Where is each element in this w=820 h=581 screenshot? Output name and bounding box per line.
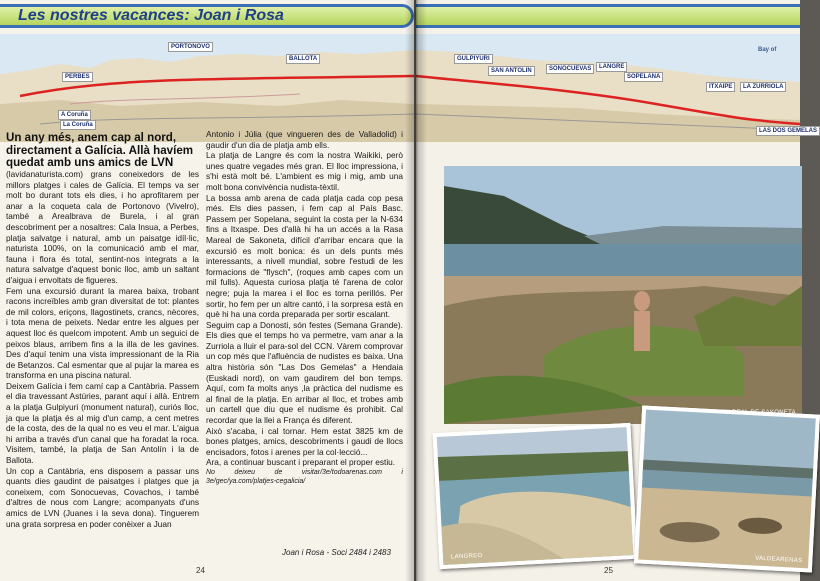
map-label-bay: Bay of — [758, 47, 777, 53]
map-label-langre: LANGRE — [596, 62, 627, 72]
header-bar-right — [416, 4, 800, 28]
beach-photo-icon — [444, 166, 802, 424]
photo-valdearenas — [634, 405, 820, 572]
paragraph: Ara, a continuar buscant i preparant el proper estiu. — [206, 457, 396, 468]
right-page — [416, 0, 818, 581]
paragraph: Antonio i Júlia (que vingueren des de Valladolid) i gaudir d'un dia de platja amb ells. — [206, 129, 403, 150]
paragraph: Deixem Galícia i fem camí cap a Cantàbria. Passem el dia travessant Astúries, parant aquí i allà. Entrem a la platja Gulpiyuri (monument natural), curiós lloc, ja que la platja és al mig d'un camp, a cent metres de la costa, des de la qual no es veu el mar. L'aigua hi arriba a través d'un canal que ha foradat la roca. Visitem, també, la platja de San Antolín i la de Ballota. — [6, 380, 199, 466]
map-label-a-coruna: A Coruña — [58, 110, 91, 120]
paragraph: (lavidanaturista.com) grans coneixedors de les millors platges i cales de Galícia. El temps va ser molt bo durant tots els dies, i ho aprofitarem per anar a la coqueta cala de Portonovo (Vivelro), també a Arealbrava de Burela, i al gran descobriment per a nosaltres: Cala Insua, a Perbes, platja salvatge i natural, amb un paisatge idíl·lic, naturista 100%, on la comunicació amb el mar, fauna i flora és total, sentint-nos integrats a la natura salvatge d'aquest bonic lloc, amb un saltant d'aigua i envoltats de figueres. — [6, 169, 199, 285]
header-bar — [0, 4, 414, 28]
page-number-left: 24 — [196, 566, 205, 575]
paragraph: Fem una excursió durant la marea baixa, trobant racons increïbles amb gran diversitat de tot: plantes de mil colors, eriçons, llagostinets, crancs, nècores, i tota mena de peixets. Nedar entre les algues per aquest lloc és quelcom impotent. Amb un seguici de peixos blaus, arribem fins a la illa de les gavines. Des d'aquí tenim una vista impressionant de la Ria de Betanzos. Cal esmentar que al pujar la marea es transforma en una piscina natural. — [6, 285, 199, 381]
route-map-right — [416, 34, 818, 142]
left-text-column — [6, 169, 199, 529]
photo-caption: VALDEARENAS — [755, 555, 803, 565]
paragraph: La platja de Langre és com la nostra Waikiki, però unes quatre vegades més gran. El lloc impressiona, i s'hi està molt bé. L'ambient es mig i mig, amb una molt bona convivència nudista-tèxtil. — [206, 150, 403, 192]
map-label-gulpiyuri: GULPIYURI — [454, 54, 493, 64]
map-label-sonocuevas: SONOCUEVAS — [546, 64, 594, 74]
map-label-la-zurriola: LA ZURRIOLA — [740, 82, 786, 92]
photo-caption: LANGREO — [450, 552, 483, 561]
map-label-la-coruna: La Coruña — [60, 120, 96, 130]
right-text-column — [206, 129, 403, 486]
photo-rasa-mareal — [444, 166, 802, 424]
book-gutter — [405, 0, 427, 581]
map-label-sopelana: SOPELANA — [624, 72, 663, 82]
beach-photo-icon — [638, 410, 816, 569]
page-title: Les nostres vacances: Joan i Rosa — [18, 7, 284, 24]
map-label-perbes: PERBES — [62, 72, 93, 82]
paragraph: Seguim cap a Donosti, són festes (Semana Grande). Els dies que el temps ho va permetre, vam anar a la Zurriola a lluir el para-sol del CCN. Vàrem comprovar un cop més que l'afluència de nudistes es baixa. Una altra història són "Las Dos Gemelas" a Hendaia (Euskadi nord), on vam gaudirem del bon temps. Aquí, com fa molts anys ,la pràctica del nudisme es al final de la platja. En arribar al lloc, et trobes amb un cartell que diu que el nudisme és prohibit. Cal recordar que la llei a França és diferent. — [206, 319, 403, 426]
paragraph: Un cop a Cantàbria, ens disposem a passar uns quants dies gaudint de paisatges i platges que ja coneixem, com Sonocuevas, Covachos, i també d'altres de nous com Langre; acompanyats d'uns amics de LVN (Juanes i la seva dona). Tinguerem una grata sorpresa en poder conèixer a Juan — [6, 465, 199, 529]
map-label-portonovo: PORTONOVO — [168, 42, 213, 52]
author-signature: Joan i Rosa - Soci 2484 i 2483 — [282, 548, 391, 557]
map-label-itxaipe: ITXAIPE — [706, 82, 735, 92]
route-map-left — [0, 34, 414, 142]
beach-photo-icon — [437, 427, 633, 565]
map-label-ballota: BALLOTA — [286, 54, 320, 64]
web-credit: No deixeu de visitar/3e/todoarenas.com i 3e/gec/ya.com/platjes-cegalicia/ — [206, 469, 403, 485]
photo-langreo — [433, 423, 638, 569]
map-label-san-antolin: SAN ANTOLIN — [488, 66, 535, 76]
paragraph: La bossa amb arena de cada platja cada cop pesa més. Els dies passen, i fem cap al País Basc. Passem per Sopelana, seguint la costa per la N-634 fins a Itxaspe. Des d'allà hi ha un accés a la Rasa Mareal de Sakoneta, difícil d'arribar encara que la excursió es molt bonica: és un dels punts més interessants, a nivell mundial, sobre l'estudi de les formacions de "flysch", (roques amb capes com un mil fulls). Aquesta curiosa platja té l'arena de color negre; puja la marea i el lloc es torna perillós. Per sortir, ho fem per un altre cantó, i la sorpresa està en què hi ha una corda preparada per sortir escalant. — [206, 192, 403, 320]
intro-lead: Un any més, anem cap al nord, directament a Galícia. Allà havíem quedat amb uns amics de LVN — [6, 131, 194, 169]
page-number-right: 25 — [604, 566, 613, 575]
paragraph: Això s'acaba, i cal tornar. Hem estat 3825 km de bones platges, amics, descobriments i gaudi de llocs encisadors, fotos i arenes per la col·lecció... — [206, 425, 403, 457]
map-label-las-dos-gemelas: LAS DOS GEMELAS — [756, 126, 820, 136]
